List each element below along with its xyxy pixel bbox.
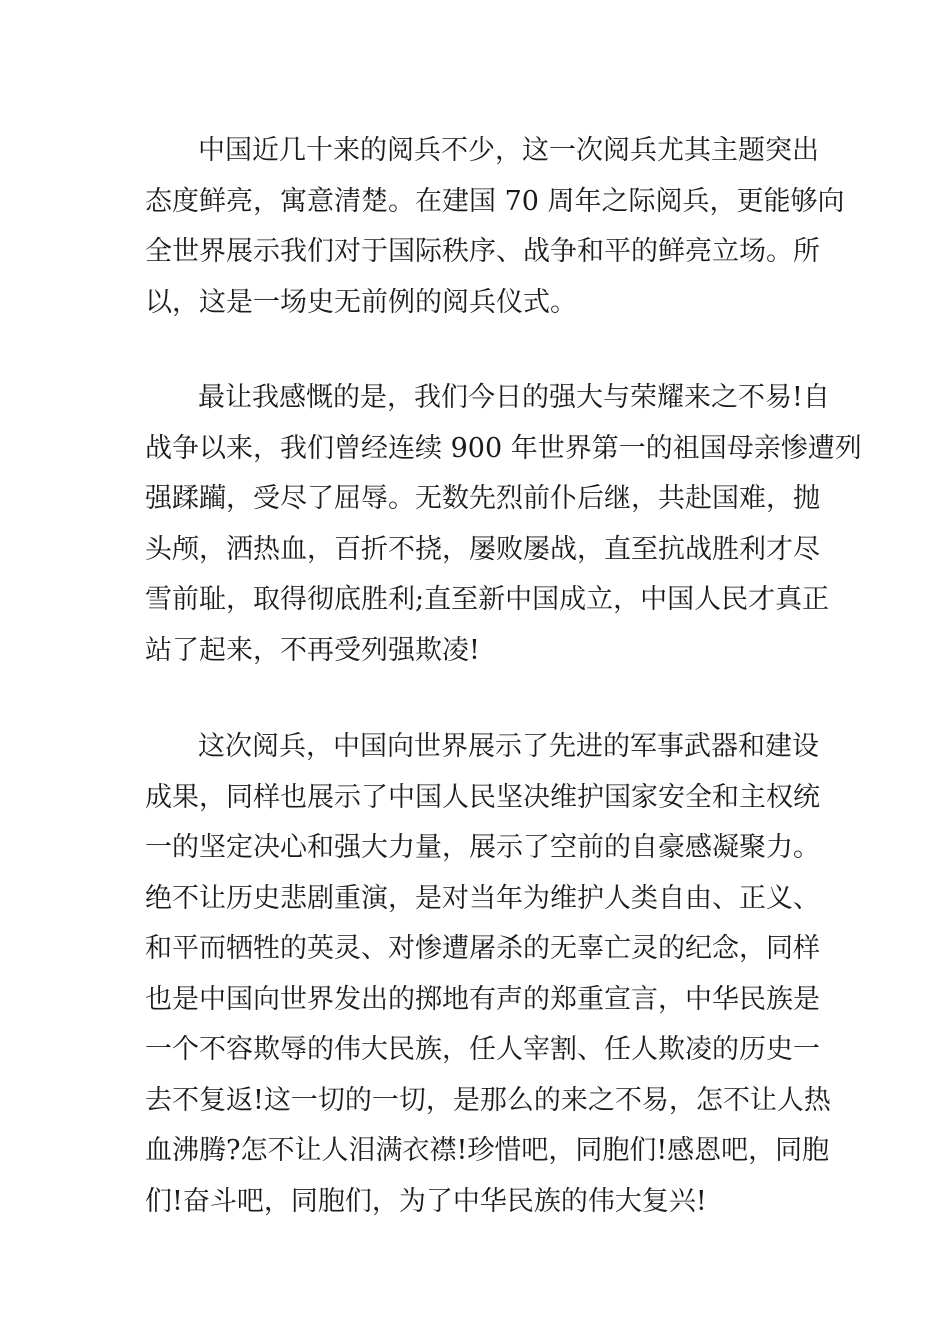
paragraph-line: 绝不让历史悲剧重演，是对当年为维护人类自由、正义、 [145,882,820,914]
paragraph-line: 全世界展示我们对于国际秩序、战争和平的鲜亮立场。所 [145,236,820,267]
paragraph-2 [145,373,862,676]
paragraph-line: 去不复返!这一切的一切，是那么的来之不易，怎不让人热 [145,1084,831,1116]
paragraph-line: 站了起来，不再受列强欺凌! [145,634,480,666]
paragraph-3 [145,722,831,1227]
paragraph-line: 一的坚定决心和强大力量，展示了空前的自豪感凝聚力。 [145,832,820,863]
paragraph-line: 一个不容欺辱的伟大民族，任人宰割、任人欺凌的历史一 [145,1034,820,1065]
paragraph-line: 中国近几十来的阅兵不少，这一次阅兵尤其主题突出 [198,135,819,166]
paragraph-1 [145,126,845,328]
paragraph-line: 最让我感慨的是，我们今日的强大与荣耀来之不易!自 [198,382,830,413]
paragraph-line: 们!奋斗吧，同胞们，为了中华民族的伟大复兴! [145,1185,707,1217]
paragraph-line: 血沸腾?怎不让人泪满衣襟!珍惜吧，同胞们!感恩吧，同胞 [145,1135,830,1166]
paragraph-line: 也是中国向世界发出的掷地有声的郑重宣言，中华民族是 [145,983,820,1015]
paragraph-line: 雪前耻，取得彻底胜利;直至新中国成立，中国人民才真正 [145,584,830,615]
paragraph-line: 头颅，洒热血，百折不挠，屡败屡战，直至抗战胜利才尽 [145,533,820,565]
paragraph-line: 强蹂躏，受尽了屈辱。无数先烈前仆后继，共赴国难，抛 [145,483,820,514]
paragraph-line: 以，这是一场史无前例的阅兵仪式。 [145,286,577,318]
paragraph-line: 这次阅兵，中国向世界展示了先进的军事武器和建设 [198,731,819,762]
paragraph-line: 成果，同样也展示了中国人民坚决维护国家安全和主权统 [145,781,820,813]
paragraph-line: 态度鲜亮，寓意清楚。在建国 70 周年之际阅兵，更能够向 [145,185,845,217]
paragraph-line: 战争以来，我们曾经连续 900 年世界第一的祖国母亲惨遭列 [145,432,862,464]
paragraph-line: 和平而牺牲的英灵、对惨遭屠杀的无辜亡灵的纪念，同样 [145,933,820,964]
